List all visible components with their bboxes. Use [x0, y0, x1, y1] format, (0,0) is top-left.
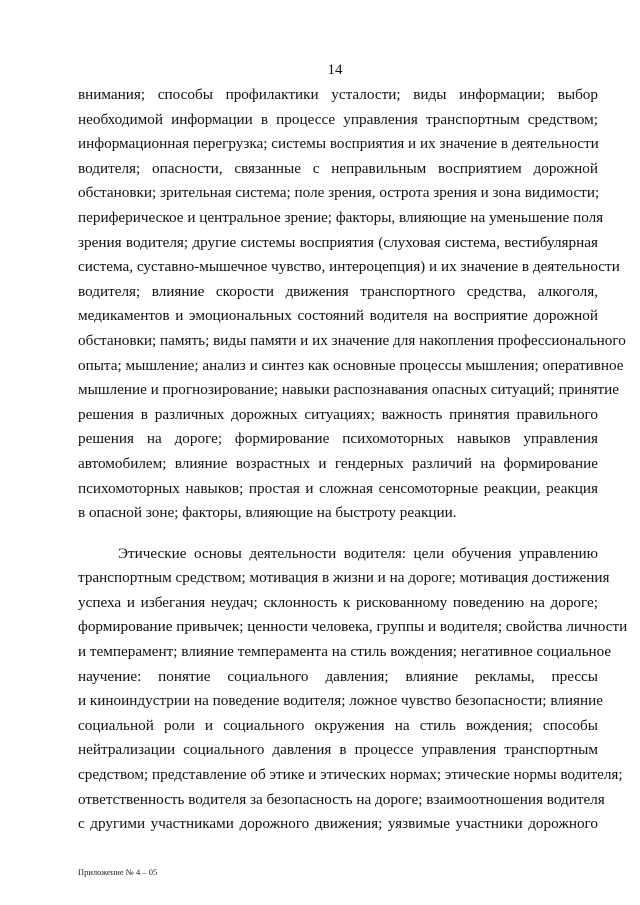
text-line: Этические основы деятельности водителя: цели обучения управлению — [118, 544, 598, 562]
text-line: мышление и прогнозирование; навыки распознавания опасных ситуаций; принятие — [78, 381, 620, 399]
text-line: водителя; опасности, связанные с неправильным восприятием дорожной — [78, 159, 598, 177]
text-line: успеха и избегания неудач; склонность к рискованному поведению на дороге; — [78, 593, 598, 611]
text-line: и киноиндустрии на поведение водителя; ложное чувство безопасности; влияние — [78, 692, 603, 710]
text-line: водителя; влияние скорости движения транспортного средства, алкоголя, — [78, 282, 598, 300]
text-line: периферическое и центральное зрение; факторы, влияющие на уменьшение поля — [78, 208, 604, 226]
text-line: и темперамент; влияние темперамента на стиль вождения; негативное социальное — [78, 643, 612, 661]
text-line: необходимой информации в процессе управления транспортным средством; — [78, 110, 598, 128]
text-line: опыта; мышление; анализ и синтез как основные процессы мышления; оперативное — [78, 356, 624, 374]
text-line: обстановки; память; виды памяти и их значение для накопления профессионального — [78, 331, 626, 349]
text-line: социальной роли и социального окружения на стиль вождения; способы — [78, 716, 598, 734]
text-line: формирование привычек; ценности человека, группы и водителя; свойства личности — [78, 618, 628, 636]
text-line: зрения водителя; другие системы восприятия (слуховая система, вестибулярная — [78, 233, 598, 251]
text-line: средством; представление об этике и этических нормах; этические нормы водителя; — [78, 766, 623, 784]
text-line: в опасной зоне; факторы, влияющие на быстроту реакции. — [78, 504, 457, 522]
page-number: 14 — [327, 62, 343, 78]
text-line: решения в различных дорожных ситуациях; важность принятия правильного — [78, 405, 598, 423]
page-footer: Приложение № 4 – 05 — [78, 867, 158, 877]
text-line: обстановки; зрительная система; поле зрения, острота зрения и зона видимости; — [78, 184, 600, 202]
paragraph-1 — [78, 83, 626, 526]
text-line: автомобилем; влияние возрастных и гендерных различий на формирование — [78, 454, 598, 472]
text-line: внимания; способы профилактики усталости; виды информации; выбор — [78, 86, 598, 103]
text-line: информационная перегрузка; системы восприятия и их значение в деятельности — [78, 135, 599, 153]
document-body — [78, 83, 628, 837]
text-line: транспортным средством; мотивация в жизни и на дороге; мотивация достижения — [78, 569, 610, 587]
paragraph-2 — [78, 542, 628, 837]
text-line: система, суставно-мышечное чувство, интероцепция) и их значение в деятельности — [78, 258, 620, 276]
text-line: с другими участниками дорожного движения; уязвимые участники дорожного — [78, 815, 598, 833]
text-line: ответственность водителя за безопасность на дороге; взаимоотношения водителя — [78, 790, 605, 808]
text-line: нейтрализации социального давления в процессе управления транспортным — [78, 741, 598, 759]
text-line: решения на дороге; формирование психомоторных навыков управления — [78, 430, 598, 448]
text-line: научение: понятие социального давления; влияние рекламы, прессы — [78, 667, 598, 685]
text-line: медикаментов и эмоциональных состояний водителя на восприятие дорожной — [78, 307, 598, 325]
text-line: психомоторных навыков; простая и сложная сенсомоторные реакции, реакция — [78, 479, 598, 497]
